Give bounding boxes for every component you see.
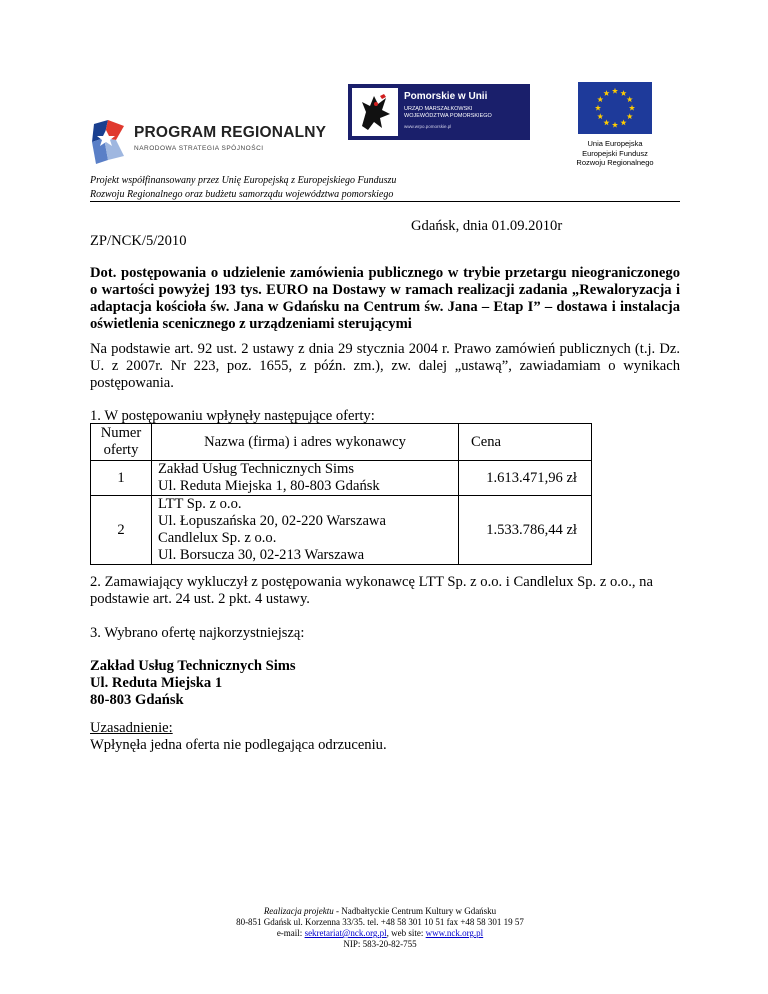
- header-contractor: Nazwa (firma) i adres wykonawcy: [152, 424, 459, 461]
- footer-realization: [180, 906, 580, 917]
- pomorskie-url: www.wrpo.pomorskie.pl: [404, 124, 452, 129]
- contractor-line: Ul. Reduta Miejska 1, 80-803 Gdańsk: [158, 478, 380, 494]
- footer-address: 80-851 Gdańsk ul. Korzenna 33/35. tel. +48 58 301 10 51 fax +48 58 301 19 57: [236, 917, 524, 927]
- table-header-row: [91, 424, 592, 461]
- offer-price: 1.613.471,96 zł: [459, 461, 592, 496]
- table-row: [91, 461, 592, 496]
- eu-caption-line: Rozwoju Regionalnego: [576, 158, 654, 167]
- cofinancing-note-line1: Projekt współfinansowany przez Unię Europejską z Europejskiego Funduszu: [90, 175, 397, 186]
- offer-contractor: [152, 461, 459, 496]
- footer-realization-text: - Nadbałtyckie Centrum Kultury w Gdańsku: [333, 906, 497, 916]
- contractor-line: Ul. Borsucza 30, 02-213 Warszawa: [158, 547, 365, 563]
- footer-web-link[interactable]: www.nck.org.pl: [425, 928, 484, 938]
- program-regionalny-title: PROGRAM REGIONALNY: [134, 124, 327, 141]
- document-date: Gdańsk, dnia 01.09.2010r: [411, 218, 563, 234]
- footer-realization-label: Realizacja projektu: [263, 906, 334, 916]
- griffin-emblem-icon: [352, 88, 398, 136]
- footer: [180, 906, 580, 950]
- selected-offer-line: Ul. Reduta Miejska 1: [90, 675, 223, 691]
- justification-text: Wpłynęła jedna oferta nie podlegająca odrzuceniu.: [90, 737, 387, 753]
- header-divider: [90, 201, 680, 202]
- subject-paragraph: Dot. postępowania o udzielenie zamówienia publicznego w trybie przetargu nieograniczonego o wartości powyżej 193 tys. EURO na Dostawy w ramach realizacji zadania „Rewaloryzacja i adaptacja kościoła św. Jana w Gdańsku na Centrum św. Jana – Etap I” – dostawa i instalacja oświetlenia scenicznego z urządzeniami sterującymi: [90, 265, 680, 332]
- section-exclusion: 2. Zamawiający wykluczył z postępowania wykonawcę LTT Sp. z o.o. i Candlelux Sp. z o.o., na podstawie art. 24 ust. 2 pkt. 4 ustawy.: [90, 574, 653, 607]
- program-regionalny-subtitle: NARODOWA STRATEGIA SPÓJNOŚCI: [134, 145, 264, 152]
- footer-contact: [180, 928, 580, 939]
- contractor-line: Zakład Usług Technicznych Sims: [158, 461, 355, 477]
- offer-number: 1: [91, 461, 152, 496]
- table-row: [91, 496, 592, 565]
- intro-paragraph: Na podstawie art. 92 ust. 2 ustawy z dnia 29 stycznia 2004 r. Prawo zamówień publicznych (t.j. Dz. U. z 2007r. Nr 223, poz. 1655, z późn. zm.), zw. dalej „ustawą”, zawiadamiam o wynikach postępowania.: [90, 341, 680, 391]
- contractor-line: LTT Sp. z o.o.: [158, 496, 242, 512]
- cofinancing-note-line2: Rozwoju Regionalnego oraz budżetu samorządu województwa pomorskiego: [90, 189, 394, 200]
- footer-email-link[interactable]: sekretariat@nck.org.pl: [304, 928, 387, 938]
- reference-number: ZP/NCK/5/2010: [90, 233, 187, 249]
- section-selection-heading: 3. Wybrano ofertę najkorzystniejszą:: [90, 625, 305, 641]
- selected-offer: [90, 658, 296, 709]
- program-regionalny-emblem-icon: [90, 116, 130, 168]
- selected-offer-line: 80-803 Gdańsk: [90, 692, 184, 708]
- offer-contractor: [152, 496, 459, 565]
- header-offer-number: Numer oferty: [91, 424, 152, 461]
- selected-offer-line: Zakład Usług Technicznych Sims: [90, 658, 296, 674]
- eu-caption-line: Unia Europejska: [587, 139, 643, 148]
- pomorskie-office-line2: WOJEWÓDZTWA POMORSKIEGO: [404, 113, 492, 119]
- eu-flag-icon: [578, 82, 652, 134]
- cofinancing-note: [90, 174, 396, 202]
- eu-caption: [560, 139, 670, 168]
- footer-web-label: , web site:: [386, 928, 426, 938]
- eu-caption-line: Europejski Fundusz: [582, 148, 648, 158]
- contractor-line: Ul. Łopuszańska 20, 02-220 Warszawa: [158, 513, 386, 529]
- section-offers-heading: 1. W postępowaniu wpłynęły następujące oferty:: [90, 408, 375, 424]
- offer-number: 2: [91, 496, 152, 565]
- header-price: Cena: [459, 424, 592, 461]
- pomorskie-logo: [348, 84, 530, 140]
- pomorskie-office-line1: URZĄD MARSZAŁKOWSKI: [404, 106, 473, 112]
- footer-email-label: e-mail:: [276, 928, 305, 938]
- pomorskie-title: Pomorskie w Unii: [404, 91, 488, 102]
- program-regionalny-logo: [90, 112, 327, 170]
- offer-price: 1.533.786,44 zł: [459, 496, 592, 565]
- offers-table: [90, 423, 592, 565]
- contractor-line: Candlelux Sp. z o.o.: [158, 530, 277, 546]
- justification-label: Uzasadnienie:: [90, 720, 173, 736]
- footer-nip: NIP: 583-20-82-755: [343, 939, 417, 949]
